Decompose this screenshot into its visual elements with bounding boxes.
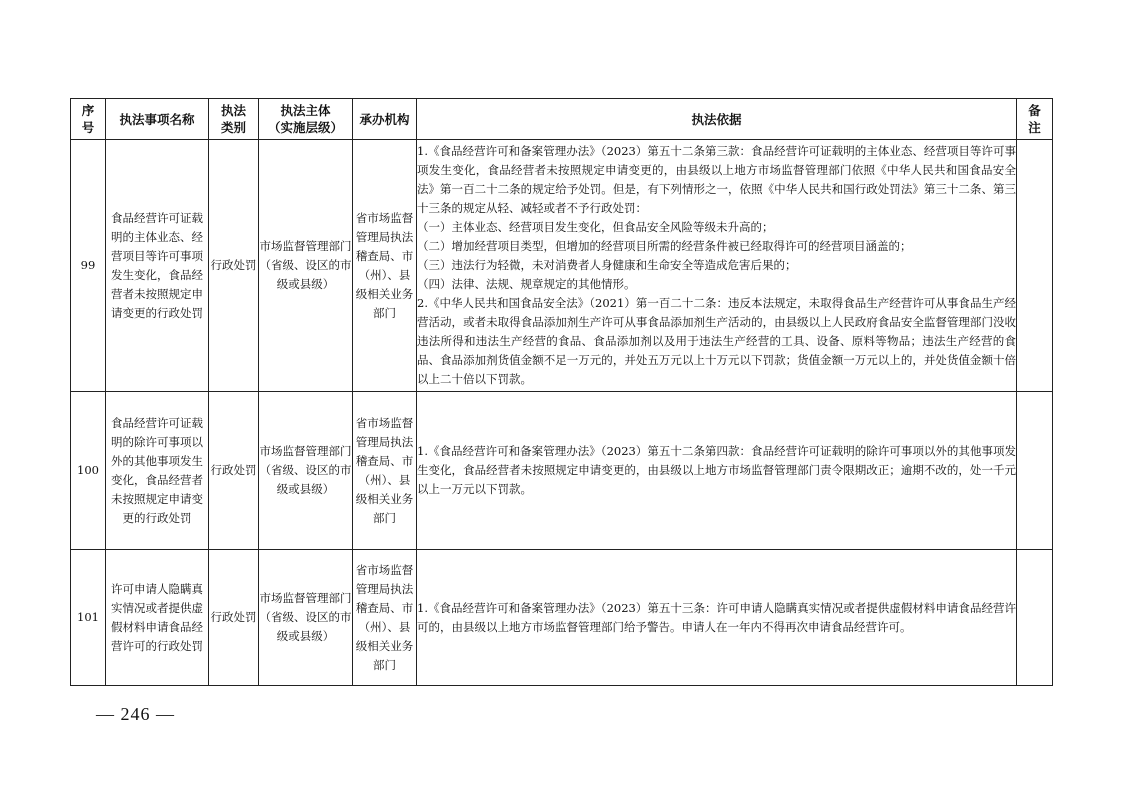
basis-paragraph: 1.《食品经营许可和备案管理办法》（2023）第五十二条第四款：食品经营许可证载明的除许可事项以外的其他事项发生变化，食品经营者未按照规定申请变更的，由县级以上地方市场监督管理部门责令限期改正；逾期不改的，处一千元以上一万元以下罚款。 xyxy=(417,444,1016,496)
row-type: 行政处罚 xyxy=(209,392,259,550)
row-subject: 市场监督管理部门（省级、设区的市级或县级） xyxy=(259,550,353,686)
basis-paragraph: （四）法律、法规、规章规定的其他情形。 xyxy=(417,277,636,291)
row-agency: 省市场监督管理局执法稽查局、市（州）、县级相关业务部门 xyxy=(353,550,417,686)
enforcement-table xyxy=(70,98,1053,686)
header-subject: 执法主体 （实施层级） xyxy=(259,99,353,140)
basis-paragraph: （一）主体业态、经营项目发生变化，但食品安全风险等级未升高的； xyxy=(417,220,774,234)
row-agency: 省市场监督管理局执法稽查局、市（州）、县级相关业务部门 xyxy=(353,140,417,392)
row-basis xyxy=(417,550,1017,686)
header-agency: 承办机构 xyxy=(353,99,417,140)
header-basis: 执法依据 xyxy=(417,99,1017,140)
row-type: 行政处罚 xyxy=(209,550,259,686)
basis-paragraph: 1.《食品经营许可和备案管理办法》（2023）第五十二条第三款：食品经营许可证载明的主体业态、经营项目等许可事项发生变化，食品经营者未按照规定申请变更的，由县级以上地方市场监督管理部门依照《中华人民共和国食品安全法》第一百二十二条的规定给予处罚。但是，有下列情形之一，依照《中华人民共和国行政处罚法》第三十二条、第三十三条的规定从轻、减轻或者不予行政处罚： xyxy=(417,144,1016,215)
header-notes: 备 注 xyxy=(1017,99,1053,140)
row-basis xyxy=(417,140,1017,392)
table-row xyxy=(71,140,1053,392)
table-header-row xyxy=(71,99,1053,140)
basis-paragraph: （三）违法行为轻微，未对消费者人身健康和生命安全等造成危害后果的； xyxy=(417,258,797,272)
page-number: — 246 — xyxy=(96,704,175,724)
basis-paragraph: 2.《中华人民共和国食品安全法》（2021）第一百二十二条：违反本法规定，未取得食品生产经营许可从事食品生产经营活动，或者未取得食品添加剂生产许可从事食品添加剂生产活动的，由县级以上人民政府食品安全监督管理部门没收违法所得和违法生产经营的食品、食品添加剂以及用于违法生产经营的工具、设备、原料等物品；违法生产经营的食品、食品添加剂货值金额不足一万元的，并处五万元以上十万元以下罚款；货值金额一万元以上的，并处货值金额十倍以上二十倍以下罚款。 xyxy=(417,296,1016,386)
row-basis xyxy=(417,392,1017,550)
row-item-name: 食品经营许可证载明的主体业态、经营项目等许可事项发生变化，食品经营者未按照规定申请变更的行政处罚 xyxy=(106,140,209,392)
basis-paragraph: 1.《食品经营许可和备案管理办法》（2023）第五十三条：许可申请人隐瞒真实情况或者提供虚假材料申请食品经营许可的，由县级以上地方市场监督管理部门给予警告。申请人在一年内不得再次申请食品经营许可。 xyxy=(417,600,1016,634)
header-seq: 序 号 xyxy=(71,99,106,140)
row-subject: 市场监督管理部门（省级、设区的市级或县级） xyxy=(259,140,353,392)
table-row xyxy=(71,392,1053,550)
row-notes xyxy=(1017,550,1053,686)
row-subject: 市场监督管理部门（省级、设区的市级或县级） xyxy=(259,392,353,550)
row-notes xyxy=(1017,140,1053,392)
row-seq: 101 xyxy=(71,550,106,686)
row-agency: 省市场监督管理局执法稽查局、市（州）、县级相关业务部门 xyxy=(353,392,417,550)
row-item-name: 许可申请人隐瞒真实情况或者提供虚假材料申请食品经营许可的行政处罚 xyxy=(106,550,209,686)
header-type: 执法 类别 xyxy=(209,99,259,140)
row-notes xyxy=(1017,392,1053,550)
header-name: 执法事项名称 xyxy=(106,99,209,140)
row-item-name: 食品经营许可证载明的除许可事项以外的其他事项发生变化，食品经营者未按照规定申请变更的行政处罚 xyxy=(106,392,209,550)
basis-paragraph: （二）增加经营项目类型，但增加的经营项目所需的经营条件被已经取得许可的经营项目涵盖的； xyxy=(417,239,912,253)
row-seq: 100 xyxy=(71,392,106,550)
row-seq: 99 xyxy=(71,140,106,392)
table-row xyxy=(71,550,1053,686)
row-type: 行政处罚 xyxy=(209,140,259,392)
